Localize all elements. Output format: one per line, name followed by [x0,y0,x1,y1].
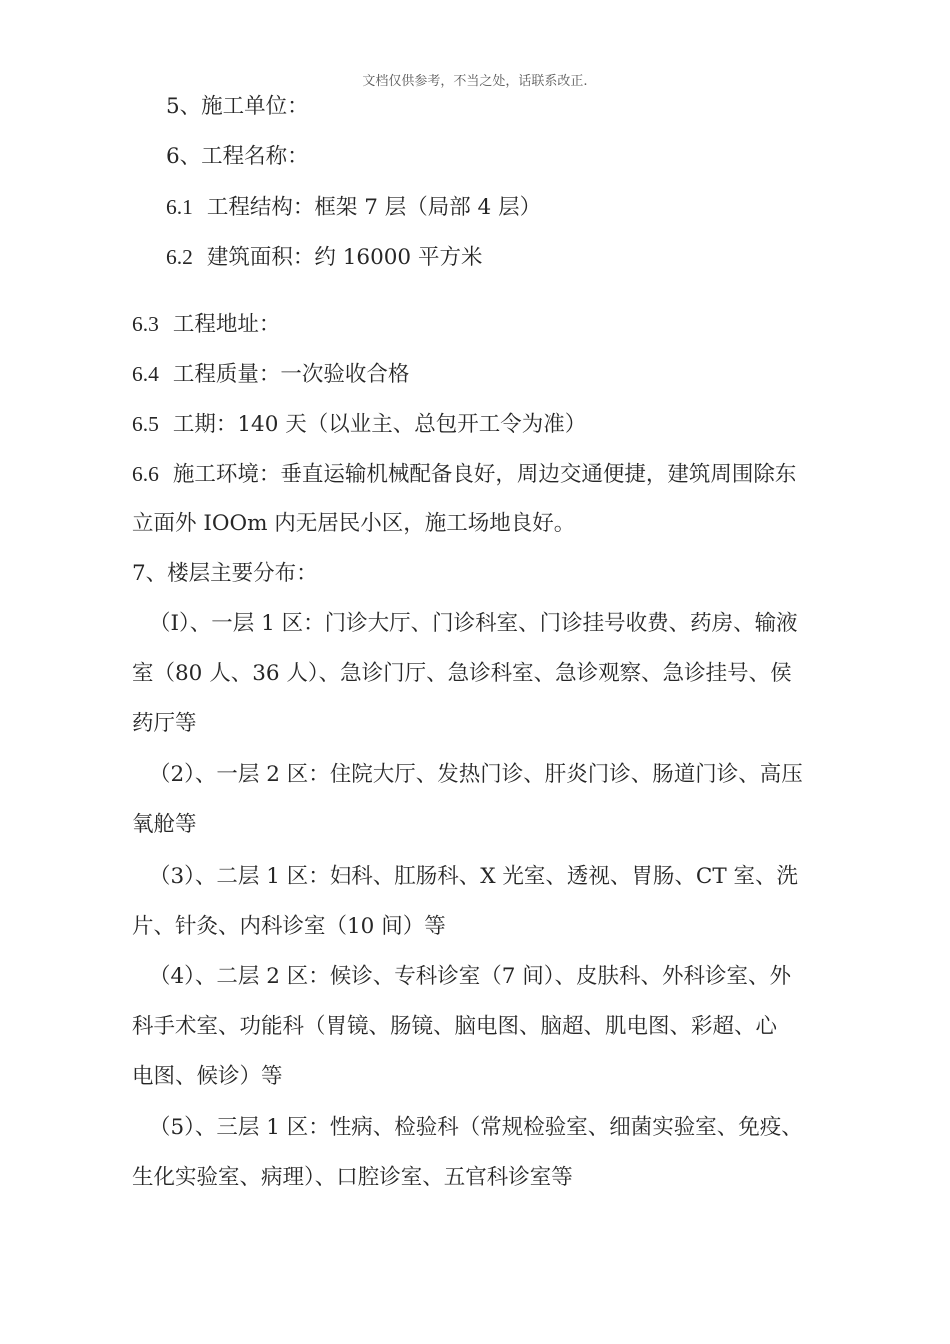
floor-2-line-1: （2）、一层 2 区：住院大厅、发热门诊、肝炎门诊、肠道门诊、高压 [149,762,803,787]
floor-5-line-2: 生化实验室、病理）、口腔诊室、五官科诊室等 [132,1165,573,1190]
item-6-4-quality [132,359,409,390]
item-6-2-area [166,242,482,273]
item-6-6-text-line1: 施工环境：垂直运输机械配备良好，周边交通便捷，建筑周围除东 [172,462,797,487]
item-6-6-environment [132,459,796,490]
item-6-6-number: 6.6 [132,462,159,486]
item-6-1-number: 6.1 [166,195,193,219]
item-7-floor-distribution: 7、楼层主要分布： [132,561,318,586]
item-6-2-number: 6.2 [166,245,193,269]
floor-2-line-2: 氧舱等 [132,812,197,837]
item-6-1-text: 工程结构：框架 7 层（局部 4 层） [206,195,542,220]
item-6-6-text-line2: 立面外 IOOm 内无居民小区，施工场地良好。 [132,511,576,536]
item-6-5-number: 6.5 [132,412,159,436]
item-6-1-structure [166,192,541,223]
item-6-5-duration [132,409,586,440]
item-6-4-number: 6.4 [132,362,159,386]
floor-1-line-3: 药厅等 [132,711,197,736]
item-6-2-text: 建筑面积：约 16000 平方米 [206,245,483,270]
floor-4-line-2: 科手术室、功能科（胃镜、肠镜、脑电图、脑超、肌电图、彩超、心 [132,1014,778,1039]
item-5-construction-unit: 5、施工单位： [166,94,309,119]
item-6-5-text: 工期：140 天（以业主、总包开工令为准） [172,412,587,437]
floor-4-line-1: （4）、二层 2 区：候诊、专科诊室（7 间）、皮肤科、外科诊室、外 [149,964,792,989]
item-6-3-address [132,309,280,340]
item-6-project-name: 6、工程名称： [166,144,309,169]
item-6-3-text: 工程地址： [172,312,281,337]
floor-3-line-1: （3）、二层 1 区：妇科、肛肠科、X 光室、透视、胃肠、CT 室、洗 [149,864,799,889]
floor-4-line-3: 电图、候诊）等 [132,1064,283,1089]
floor-1-line-2: 室（80 人、36 人）、急诊门厅、急诊科室、急诊观察、急诊挂号、侯 [132,661,792,686]
floor-5-line-1: （5）、三层 1 区：性病、检验科（常规检验室、细菌实验室、免疫、 [149,1115,803,1140]
item-6-3-number: 6.3 [132,312,159,336]
item-6-4-text: 工程质量：一次验收合格 [172,362,410,387]
floor-1-line-1: （I）、一层 1 区：门诊大厅、门诊科室、门诊挂号收费、药房、输液 [149,611,798,636]
header-disclaimer: 文档仅供参考，不当之处，话联系改正. [362,74,588,89]
floor-3-line-2: 片、针灸、内科诊室（10 间）等 [132,914,446,939]
